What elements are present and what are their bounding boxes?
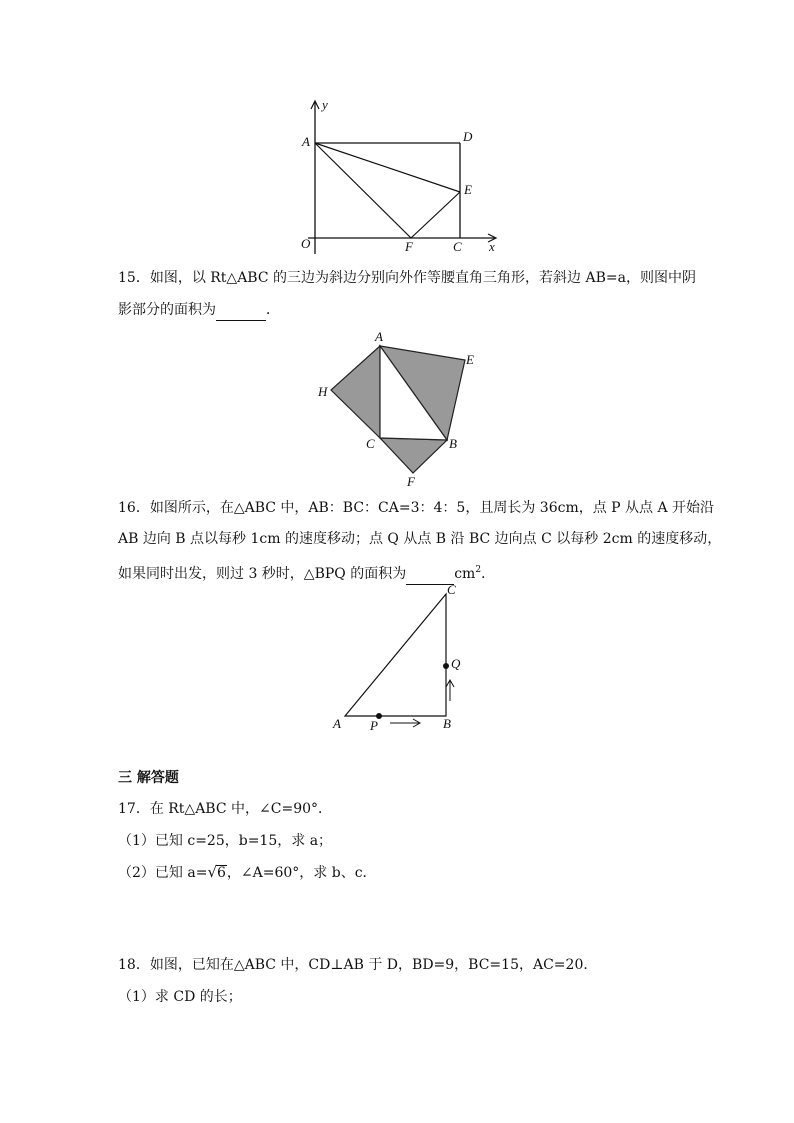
question-15-line-1: 15．如图，以 Rt△ABC 的三边为斜边分别向外作等腰直角三角形，若斜边 AB=a，则图中阴: [118, 270, 696, 286]
question-17-stem: 17．在 Rt△ABC 中，∠C=90°．: [118, 801, 333, 817]
label-q: Q: [451, 656, 461, 671]
point-q: [443, 663, 449, 669]
label-b: B: [443, 716, 451, 731]
question-16-line-2: AB 边向 B 点以每秒 1cm 的速度移动；点 Q 从点 B 沿 BC 边向点 C 以每秒 2cm 的速度移动，: [118, 531, 722, 547]
figure-moving-points: [320, 578, 480, 738]
triangle-abc: [345, 594, 446, 716]
question-16-end: ．: [481, 566, 496, 582]
label-p: P: [370, 718, 378, 733]
label-f: F: [405, 239, 413, 254]
sqrt-radicand: 6: [217, 865, 226, 881]
label-y: y: [322, 97, 328, 112]
part-2-prefix: （2）已知 a=: [118, 865, 208, 881]
part-2-suffix: ，∠A=60°，求 b、c．: [226, 865, 377, 881]
question-15-end: ．: [266, 302, 280, 318]
segment-af: [315, 143, 411, 238]
question-15-text: 影部分的面积为: [118, 302, 216, 318]
label-e: E: [464, 182, 472, 197]
shaded-triangle-ahc: [331, 346, 380, 438]
label-c: C: [453, 239, 462, 254]
label-e: E: [466, 352, 474, 367]
label-f: F: [407, 474, 415, 488]
question-16-text: 如果同时出发，则过 3 秒时，△BPQ 的面积为: [118, 566, 407, 582]
figure-isosceles-triangles: [310, 328, 490, 488]
question-18-stem: 18．如图，已知在△ABC 中，CD⊥AB 于 D，BD=9，BC=15，AC=20．: [118, 957, 598, 973]
sqrt-sign: √: [207, 863, 217, 881]
label-d: D: [463, 129, 473, 144]
label-h: H: [318, 384, 328, 399]
label-b: B: [449, 436, 457, 451]
segment-fe: [411, 192, 460, 238]
label-a: A: [333, 716, 341, 731]
figure-rectangle-abcd: [290, 96, 500, 256]
answer-blank: [216, 300, 266, 321]
question-16-line-1: 16．如图所示，在△ABC 中，AB：BC：CA=3：4：5，且周长为 36cm，点 P 从点 A 开始沿: [118, 500, 715, 516]
question-18-part-1: （1）求 CD 的长；: [118, 989, 242, 1005]
shaded-triangle-cfb: [380, 438, 447, 473]
label-a: A: [302, 134, 310, 149]
unit-cm: cm: [454, 566, 476, 582]
label-c: C: [366, 436, 375, 451]
question-17-part-2: [118, 862, 377, 883]
label-x: x: [489, 239, 495, 254]
label-o: O: [301, 236, 311, 251]
question-17-part-1: （1）已知 c=25，b=15，求 a；: [118, 833, 333, 849]
question-15-line-2: [118, 300, 280, 321]
label-a: A: [375, 329, 383, 344]
segment-ae: [315, 143, 460, 192]
label-c: C: [447, 582, 456, 597]
unit-exponent: 2: [475, 565, 482, 575]
section-title: 三 解答题: [118, 770, 179, 786]
